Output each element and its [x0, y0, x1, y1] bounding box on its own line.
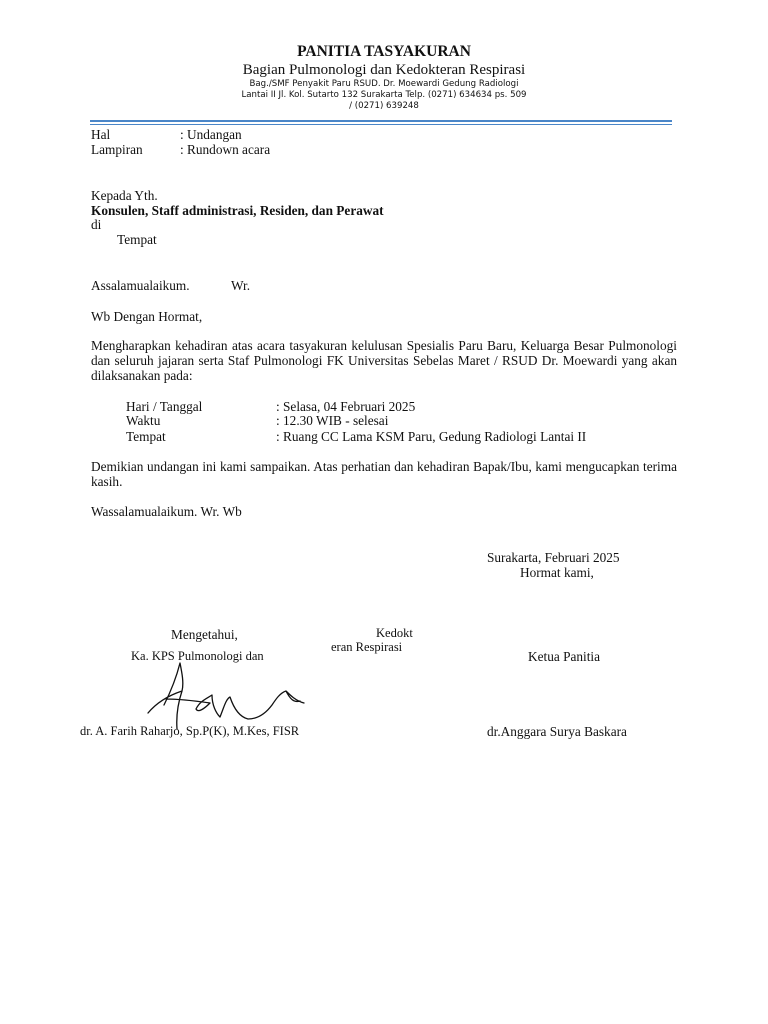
letterhead-address-line1: Bag./SMF Penyakit Paru RSUD. Dr. Moewardi Gedung Radiologi — [249, 79, 519, 89]
lampiran-label: Lampiran — [91, 142, 143, 157]
detail-value-date: : Selasa, 04 Februari 2025 — [276, 399, 416, 414]
detail-value-time: : 12.30 WIB - selesai — [276, 413, 389, 428]
letterhead-divider-thick — [90, 120, 672, 122]
salam-wr: Wr. — [231, 278, 251, 293]
recipient-place: Tempat — [117, 232, 157, 247]
mid-text-2: eran Respirasi — [331, 640, 403, 654]
closing-paragraph: Demikian undangan ini kami sampaikan. Atas perhatian dan kehadiran Bapak/Ibu, kami mengucapkan terima kasih. — [91, 459, 677, 489]
hal-value: : Undangan — [180, 127, 242, 142]
hal-label: Hal — [91, 127, 111, 142]
left-role: Ka. KPS Pulmonologi dan — [131, 649, 264, 663]
recipient-name: Konsulen, Staff administrasi, Residen, dan Perawat — [91, 203, 384, 218]
recipient-di: di — [91, 217, 102, 232]
right-signatory-name: dr.Anggara Surya Baskara — [487, 724, 627, 739]
left-signatory-name: dr. A. Farih Raharjo, Sp.P(K), M.Kes, FISR — [80, 724, 300, 738]
letterhead-subtitle: Bagian Pulmonologi dan Kedokteran Respirasi — [242, 62, 526, 78]
left-heading: Mengetahui, — [171, 627, 238, 642]
recipient-greeting: Kepada Yth. — [91, 188, 158, 203]
salam-hormat: Wb Dengan Hormat, — [91, 309, 203, 324]
place-date: Surakarta, Februari 2025 — [487, 550, 620, 565]
letterhead-divider-thin — [90, 124, 672, 125]
lampiran-value: : Rundown acara — [180, 142, 271, 157]
invitation-paragraph: Mengharapkan kehadiran atas acara tasyakuran kelulusan Spesialis Paru Baru, Keluarga Besar Pulmonologi dan seluruh jajaran serta Staf Pulmonologi FK Universitas Sebelas Maret / RSUD Dr. Moewardi yang akan dilaksanakan pada: — [91, 338, 677, 383]
salam-opening: Assalamualaikum. — [91, 278, 190, 293]
closing-salam: Wassalamualaikum. Wr. Wb — [91, 504, 242, 519]
detail-label-place: Tempat — [126, 429, 166, 444]
letterhead-address-line3: / (0271) 639248 — [349, 101, 419, 111]
detail-value-place: : Ruang CC Lama KSM Paru, Gedung Radiologi Lantai II — [276, 429, 587, 444]
detail-label-time: Waktu — [126, 413, 161, 428]
mid-text-1: Kedokt — [376, 626, 413, 640]
right-role: Ketua Panitia — [528, 649, 601, 664]
letterhead-address-line2: Lantai II Jl. Kol. Sutarto 132 Surakarta Telp. (0271) 634634 ps. 509 — [241, 90, 527, 100]
handwritten-signature — [140, 655, 320, 735]
respect-line: Hormat kami, — [520, 565, 594, 580]
letterhead-title: PANITIA TASYAKURAN — [297, 43, 471, 60]
detail-label-date: Hari / Tanggal — [126, 399, 203, 414]
